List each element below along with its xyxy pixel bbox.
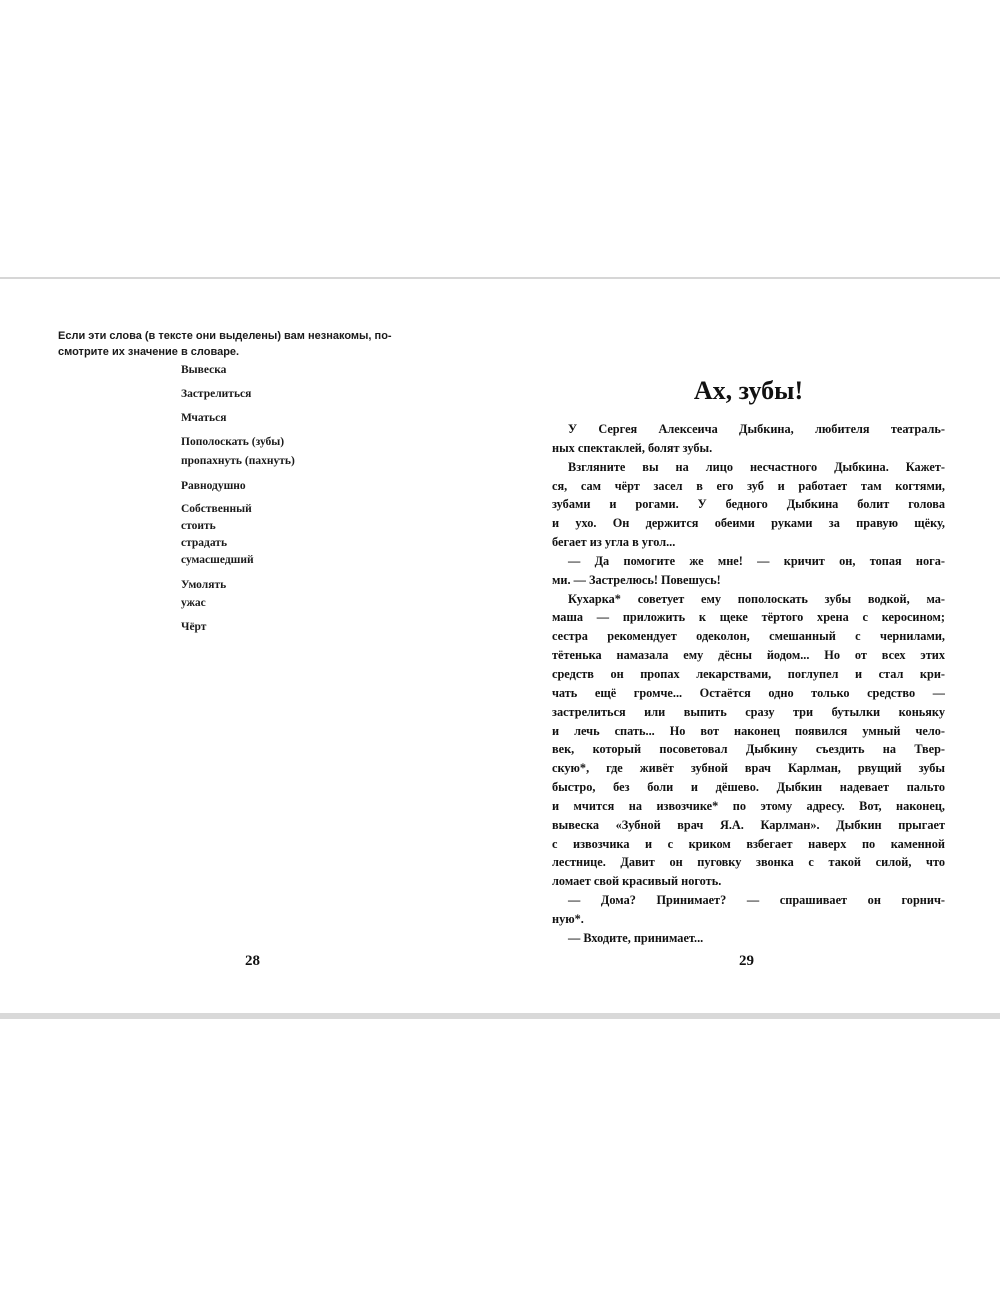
vocab-item: пропахнуть (пахнуть): [181, 455, 295, 467]
page-number-left: 28: [245, 953, 260, 969]
text-line: — Да помогите же мне! — кричит он, топая нога-: [568, 553, 945, 568]
text-line: сестра рекомендует одеколон, смешанный с чернилами,: [552, 629, 945, 644]
text-line: ся, сам чёрт засел в его зуб и работает там когтями,: [552, 478, 945, 493]
text-line: чать ещё громче... Остаётся одно только средство —: [552, 685, 945, 700]
text-line: скую*, где живёт зубной врач Карлман, рвущий зубы: [552, 761, 945, 776]
text-line: ломает свой красивый ноготь.: [552, 874, 722, 889]
intro-line: смотрите их значение в словаре.: [58, 346, 240, 358]
text-line: бегает из угла в угол...: [552, 535, 676, 550]
text-line: застрелиться или выпить сразу три бутылки коньяку: [552, 704, 945, 719]
vocab-item: Вывеска: [181, 364, 227, 376]
text-line: Кухарка* советует ему пополоскать зубы водкой, ма-: [568, 591, 945, 606]
text-line: век, который посоветовал Дыбкину съездить на Твер-: [552, 742, 945, 757]
vocab-item: сумасшедший: [181, 554, 254, 566]
vocab-item: страдать: [181, 537, 228, 549]
intro-line: Если эти слова (в тексте они выделены) вам незнакомы, по-: [58, 330, 392, 342]
vocab-item: Мчаться: [181, 412, 227, 424]
text-line: ми. — Застрелюсь! Повешусь!: [552, 572, 721, 587]
text-line: маша — приложить к щеке тёртого хрена с керосином;: [552, 610, 945, 625]
vocab-item: Собственный: [181, 503, 252, 515]
text-line: тётенька намазала ему дёсны йодом... Но от всех этих: [552, 648, 945, 663]
story-title: Ах, зубы!: [693, 376, 804, 405]
text-line: с извозчика и с криком взбегает наверх по каменной: [552, 836, 945, 851]
vocab-item: Пополоскать (зубы): [181, 436, 285, 448]
text-line: — Дома? Принимает? — спрашивает он горнич-: [568, 893, 945, 908]
page-top-edge: [0, 277, 1000, 279]
text-line: быстро, без боли и дёшево. Дыбкин надевает пальто: [552, 780, 945, 795]
text-line: вывеска «Зубной врач Я.А. Карлман». Дыбкин прыгает: [552, 817, 945, 832]
vocabulary-intro: [58, 328, 453, 360]
text-line: средств он пропах лекарствами, поглупел и стал кри-: [552, 666, 945, 681]
story-text: [552, 420, 945, 948]
vocab-item: Равнодушно: [181, 480, 246, 492]
page-number-right: 29: [739, 953, 754, 969]
vocab-item: Умолять: [181, 579, 227, 591]
text-line: Взгляните вы на лицо несчастного Дыбкина. Кажет-: [568, 459, 945, 474]
vocab-item: ужас: [181, 597, 206, 609]
text-line: и мчится на извозчике* по этому адресу. Вот, наконец,: [552, 798, 945, 813]
text-line: и ухо. Он держится обеими руками за правую щёку,: [552, 516, 945, 531]
text-line: ную*.: [552, 911, 584, 926]
vocab-item: Застрелиться: [181, 388, 252, 400]
text-line: и лечь спать... Но вот наконец появился умный чело-: [552, 723, 945, 738]
page-bottom-edge: [0, 1013, 1000, 1019]
text-line: ных спектаклей, болят зубы.: [552, 440, 713, 455]
text-line: зубами и рогами. У бедного Дыбкина болит голова: [552, 497, 945, 512]
text-line: лестнице. Давит он пуговку звонка с такой силой, что: [552, 855, 945, 870]
vocab-item: Чёрт: [181, 621, 207, 633]
vocab-item: стоить: [181, 520, 216, 532]
text-line: У Сергея Алексеича Дыбкина, любителя театраль-: [568, 422, 945, 436]
text-line: — Входите, принимает...: [568, 930, 704, 945]
